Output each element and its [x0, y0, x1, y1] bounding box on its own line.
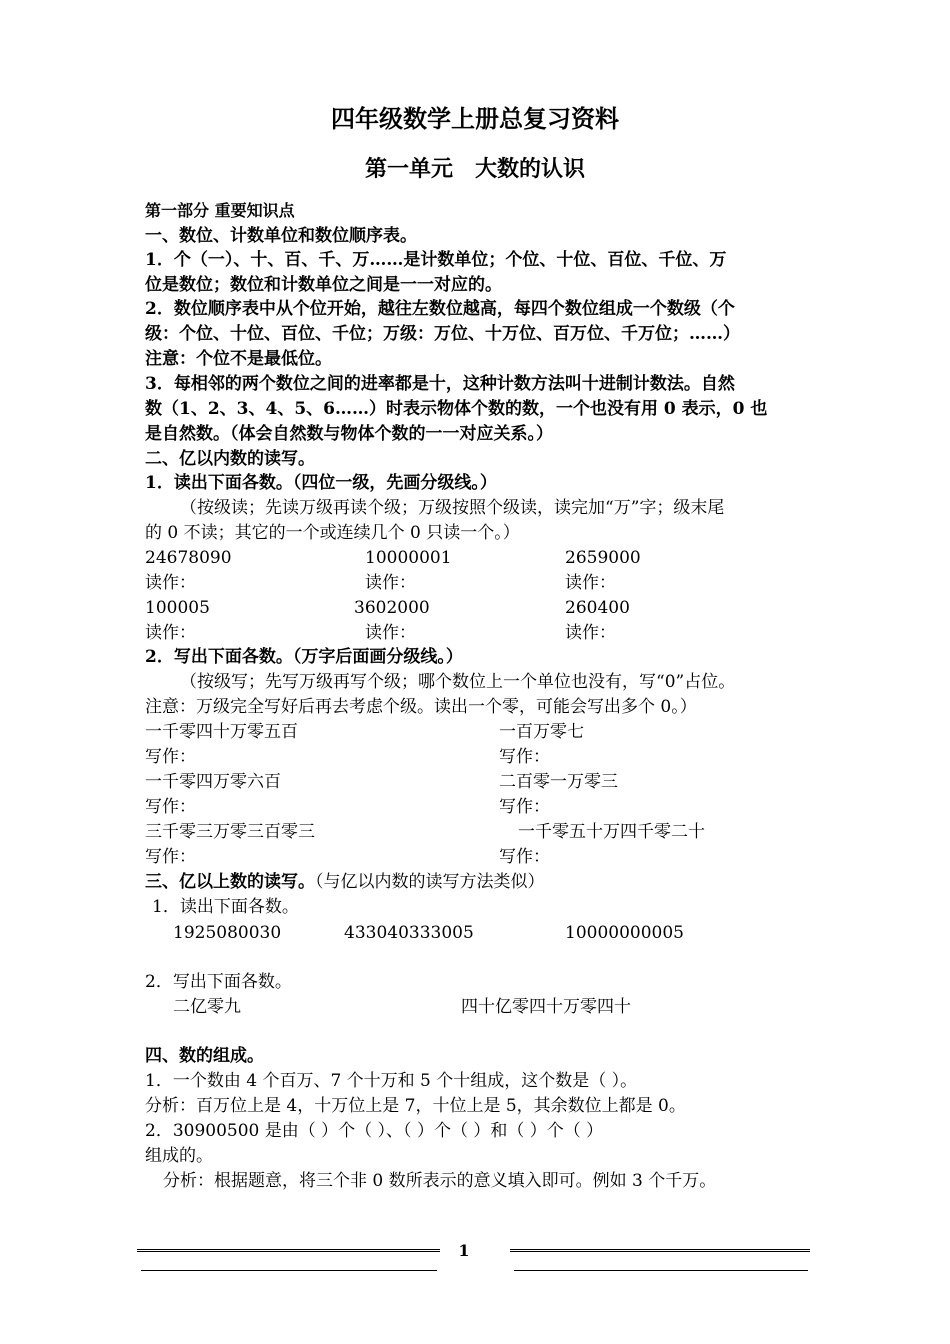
write-words-6: 一千零五十万四千零二十	[518, 822, 705, 842]
section-1-paragraph-2-line-2: 级：个位、十位、百位、千位；万级：万位、十万位、百万位、千万位；……）	[145, 324, 740, 344]
section-4-question-2-line-2: 组成的。	[145, 1146, 213, 1166]
section-4-question-2-line-1: 2．30900500 是由（ ）个（ ）、（ ）个（ ）和（ ）个（ ）	[145, 1121, 604, 1141]
section-3-question-1: 1．读出下面各数。	[152, 897, 299, 917]
read-number-3: 2659000	[565, 548, 641, 568]
read-number-6: 260400	[565, 598, 630, 618]
write-label: 写作：	[145, 797, 196, 817]
footer-rule-left-bottom	[141, 1270, 437, 1271]
write-words-2: 一百万零七	[499, 722, 584, 742]
read-number-4: 100005	[145, 598, 210, 618]
section-1-heading: 一、数位、计数单位和数位顺序表。	[145, 226, 417, 246]
section-3-heading-note: （与亿以内数的读写方法类似）	[315, 872, 545, 892]
read-label: 读作：	[565, 623, 616, 643]
write-words-3: 一千零四万零六百	[145, 772, 281, 792]
write-label: 写作：	[499, 847, 550, 867]
section-1-paragraph-1-line-1: 1．个（一）、十、百、千、万……是计数单位；个位、十位、百位、千位、万	[145, 250, 727, 270]
section-2-question-2-note-line-1: （按级写；先写万级再写个级；哪个数位上一个单位也没有，写“0”占位。	[180, 672, 736, 692]
large-words-2: 四十亿零四十万零四十	[461, 997, 631, 1017]
section-3-question-2: 2．写出下面各数。	[145, 972, 292, 992]
footer-rule-left-top	[137, 1249, 440, 1252]
footer-rule-right-top	[510, 1249, 810, 1252]
section-1-paragraph-3-line-2: 数（1、2、3、4、5、6……）时表示物体个数的数，一个也没有用 0 表示，0 也	[145, 399, 768, 419]
read-label: 读作：	[365, 623, 416, 643]
section-1-paragraph-2-line-1: 2．数位顺序表中从个位开始，越往左数位越高，每四个数位组成一个数级（个	[145, 299, 735, 319]
section-2-question-1-note-line-1: （按级读；先读万级再读个级；万级按照个级读，读完加“万”字；级末尾	[180, 498, 725, 518]
page-title: 四年级数学上册总复习资料	[331, 104, 619, 133]
footer-rule-right-bottom	[514, 1270, 808, 1271]
part-heading: 第一部分 重要知识点	[145, 201, 295, 220]
section-1-paragraph-3-line-3: 是自然数。（体会自然数与物体个数的一一对应关系。）	[145, 424, 553, 444]
section-1-paragraph-3-line-1: 3．每相邻的两个数位之间的进率都是十，这种计数方法叫十进制计数法。自然	[145, 374, 735, 394]
read-number-5: 3602000	[354, 598, 430, 618]
section-1-paragraph-1-line-2: 位是数位；数位和计数单位之间是一一对应的。	[145, 275, 502, 295]
section-3-heading: 三、亿以上数的读写。	[145, 872, 315, 892]
section-2-question-2-note-line-2: 注意：万级完全写好后再去考虑个级。读出一个零，可能会写出多个 0。）	[145, 697, 697, 717]
read-number-2: 10000001	[365, 548, 452, 568]
read-label: 读作：	[365, 573, 416, 593]
write-label: 写作：	[499, 797, 550, 817]
large-words-1: 二亿零九	[173, 997, 241, 1017]
section-4-question-1: 1．一个数由 4 个百万、7 个十万和 5 个十组成，这个数是（ ）。	[145, 1071, 638, 1091]
section-2-question-1-note-line-2: 的 0 不读；其它的一个或连续几个 0 只读一个。）	[145, 523, 520, 543]
unit-title: 第一单元 大数的认识	[364, 156, 585, 182]
section-4-heading: 四、数的组成。	[145, 1046, 264, 1066]
write-words-5: 三千零三万零三百零三	[145, 822, 315, 842]
read-label: 读作：	[565, 573, 616, 593]
section-3-heading-line	[145, 871, 545, 893]
write-words-1: 一千零四十万零五百	[145, 722, 298, 742]
read-label: 读作：	[145, 623, 196, 643]
write-label: 写作：	[145, 847, 196, 867]
section-2-question-2-heading: 2．写出下面各数。（万字后面画分级线。）	[145, 647, 463, 667]
read-label: 读作：	[145, 573, 196, 593]
large-number-2: 433040333005	[344, 923, 474, 943]
section-4-analysis-1: 分析：百万位上是 4，十万位上是 7，十位上是 5，其余数位上都是 0。	[145, 1096, 686, 1116]
section-2-heading: 二、亿以内数的读写。	[145, 449, 315, 469]
section-2-question-1-heading: 1．读出下面各数。（四位一级，先画分级线。）	[145, 473, 497, 493]
page-number: 1	[458, 1241, 470, 1260]
large-number-1: 1925080030	[173, 923, 282, 943]
large-number-3: 10000000005	[565, 923, 684, 943]
write-label: 写作：	[499, 747, 550, 767]
read-number-1: 24678090	[145, 548, 232, 568]
section-4-analysis-2: 分析：根据题意，将三个非 0 数所表示的意义填入即可。例如 3 个千万。	[163, 1171, 717, 1191]
section-1-paragraph-2-line-3: 注意：个位不是最低位。	[145, 349, 332, 369]
write-words-4: 二百零一万零三	[499, 772, 618, 792]
write-label: 写作：	[145, 747, 196, 767]
